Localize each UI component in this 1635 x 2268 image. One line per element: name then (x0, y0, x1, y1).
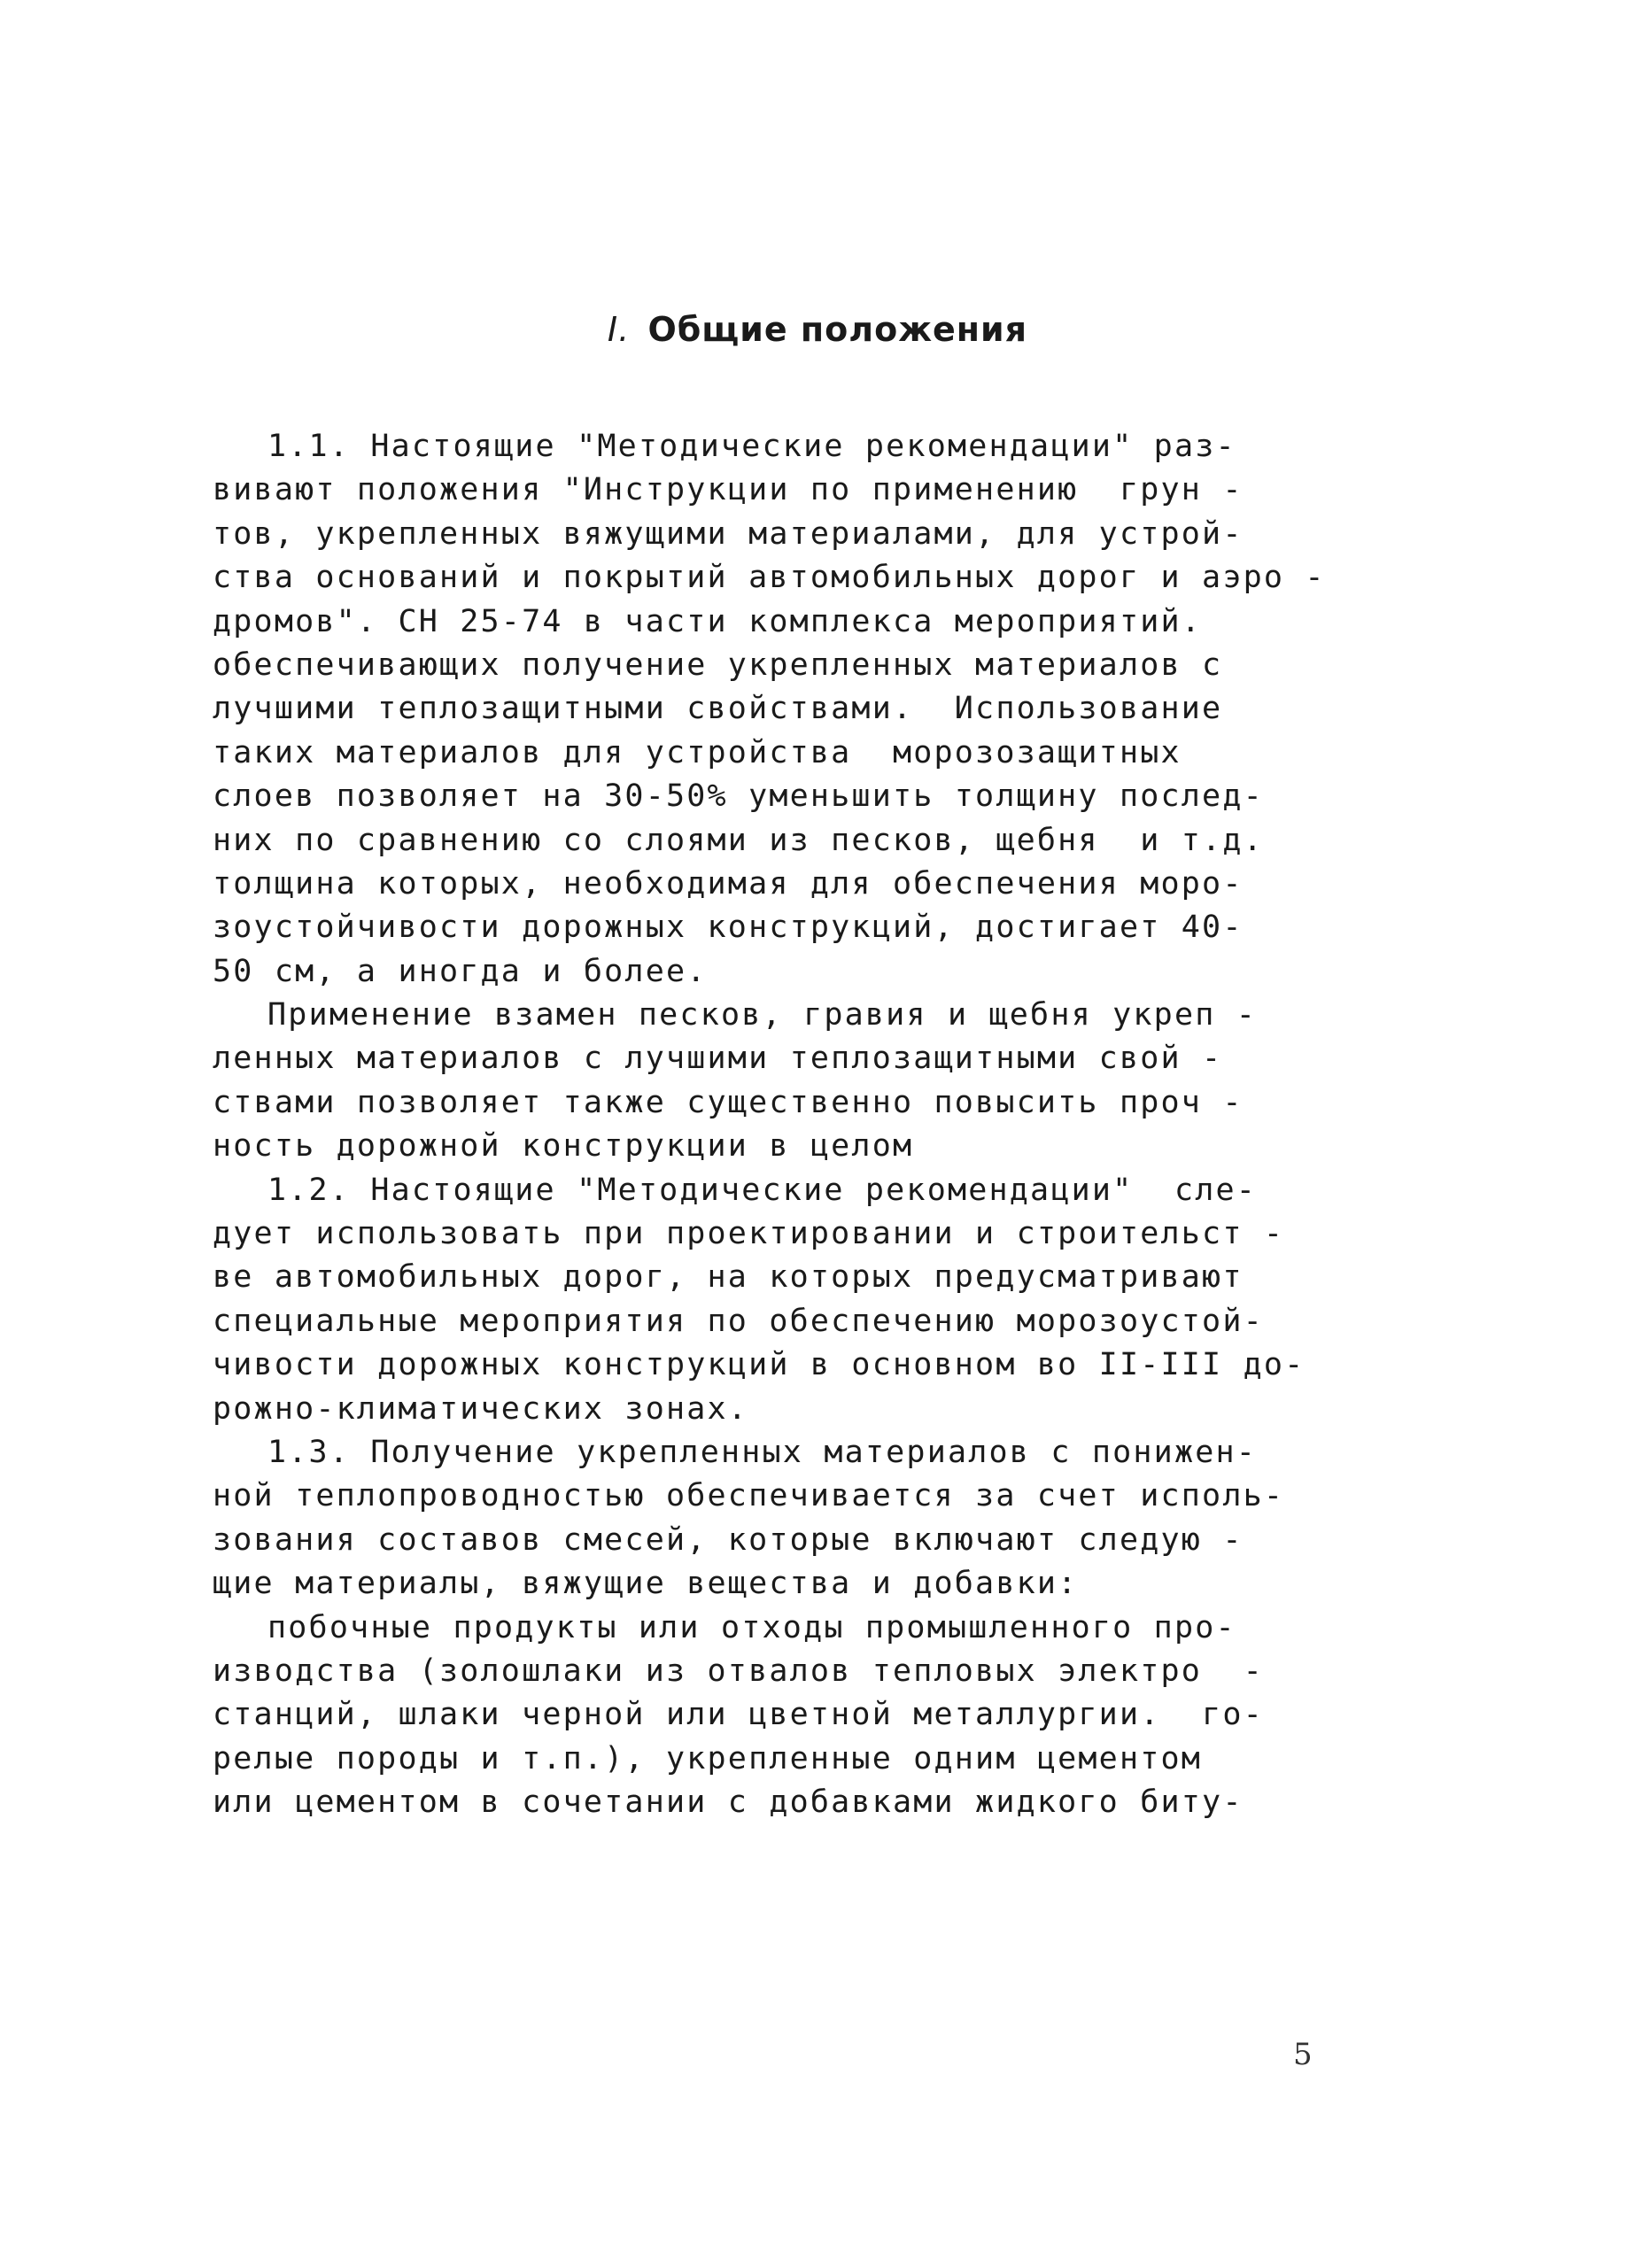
text-line: таких материалов для устройства морозозащитных (213, 734, 1182, 770)
text-line: тов, укрепленных вяжущими материалами, для устрой- (213, 515, 1244, 552)
body-text (213, 425, 1329, 1825)
text-line: слоев позволяет на 30-50% уменьшить толщину послед- (213, 778, 1264, 815)
text-line: толщина которых, необходимая для обеспечения моро- (213, 865, 1244, 902)
text-line: обеспечивающих получение укрепленных материалов с (213, 646, 1223, 683)
text-line: изводства (золошлаки из отвалов тепловых электро - (213, 1653, 1264, 1689)
text-line: 50 см, а иногда и более. (213, 953, 708, 989)
text-line: вивают положения "Инструкции по применению грун - (213, 472, 1244, 508)
text-line: или цементом в сочетании с добавками жидкого биту- (213, 1784, 1244, 1821)
text-line: станций, шлаки черной или цветной металлургии. го- (213, 1697, 1264, 1733)
text-line: чивости дорожных конструкций в основном во II-III до- (213, 1347, 1306, 1383)
text-line: ствами позволяет также существенно повысить проч - (213, 1084, 1244, 1120)
text-line: 1.1. Настоящие "Методические рекомендации" раз- (267, 429, 1236, 464)
text-line: ной теплопроводностью обеспечивается за счет исполь- (213, 1478, 1285, 1514)
text-line: рожно-климатических зонах. (213, 1390, 749, 1427)
text-line: ства оснований и покрытий автомобильных дорог и аэро - (213, 560, 1326, 596)
text-line: ве автомобильных дорог, на которых предусматривают (213, 1259, 1244, 1296)
text-line: ность дорожной конструкции в целом (213, 1128, 914, 1165)
text-line: зования составов смесей, которые включают следую - (213, 1521, 1244, 1558)
text-line: специальные мероприятия по обеспечению морозоустой- (213, 1303, 1264, 1339)
text-line: 1.3. Получение укрепленных материалов с понижен- (267, 1434, 1258, 1470)
text-line: побочные продукты или отходы промышленного про- (267, 1609, 1236, 1645)
text-line: 1.2. Настоящие "Методические рекомендации" сле- (267, 1172, 1258, 1208)
text-line: дромов". СН 25-74 в части комплекса мероприятий. (213, 603, 1203, 639)
text-line: них по сравнению со слоями из песков, щебня и т.д. (213, 822, 1264, 858)
section-number: I. (607, 310, 631, 349)
text-line: зоустойчивости дорожных конструкций, достигает 40- (213, 910, 1244, 946)
text-line: релые породы и т.п.), укрепленные одним цементом (213, 1740, 1203, 1776)
text-line: ленных материалов с лучшими теплозащитными свой - (213, 1041, 1223, 1077)
page-number: 5 (1293, 2037, 1313, 2072)
text-line: дует использовать при проектировании и строительст - (213, 1216, 1285, 1252)
text-line: Применение взамен песков, гравия и щебня укреп - (267, 997, 1258, 1033)
text-line: лучшими теплозащитными свойствами. Использование (213, 691, 1223, 727)
section-heading (0, 310, 1635, 349)
text-line: щие материалы, вяжущие вещества и добавки: (213, 1566, 1079, 1602)
section-title: Общие положения (647, 310, 1028, 349)
